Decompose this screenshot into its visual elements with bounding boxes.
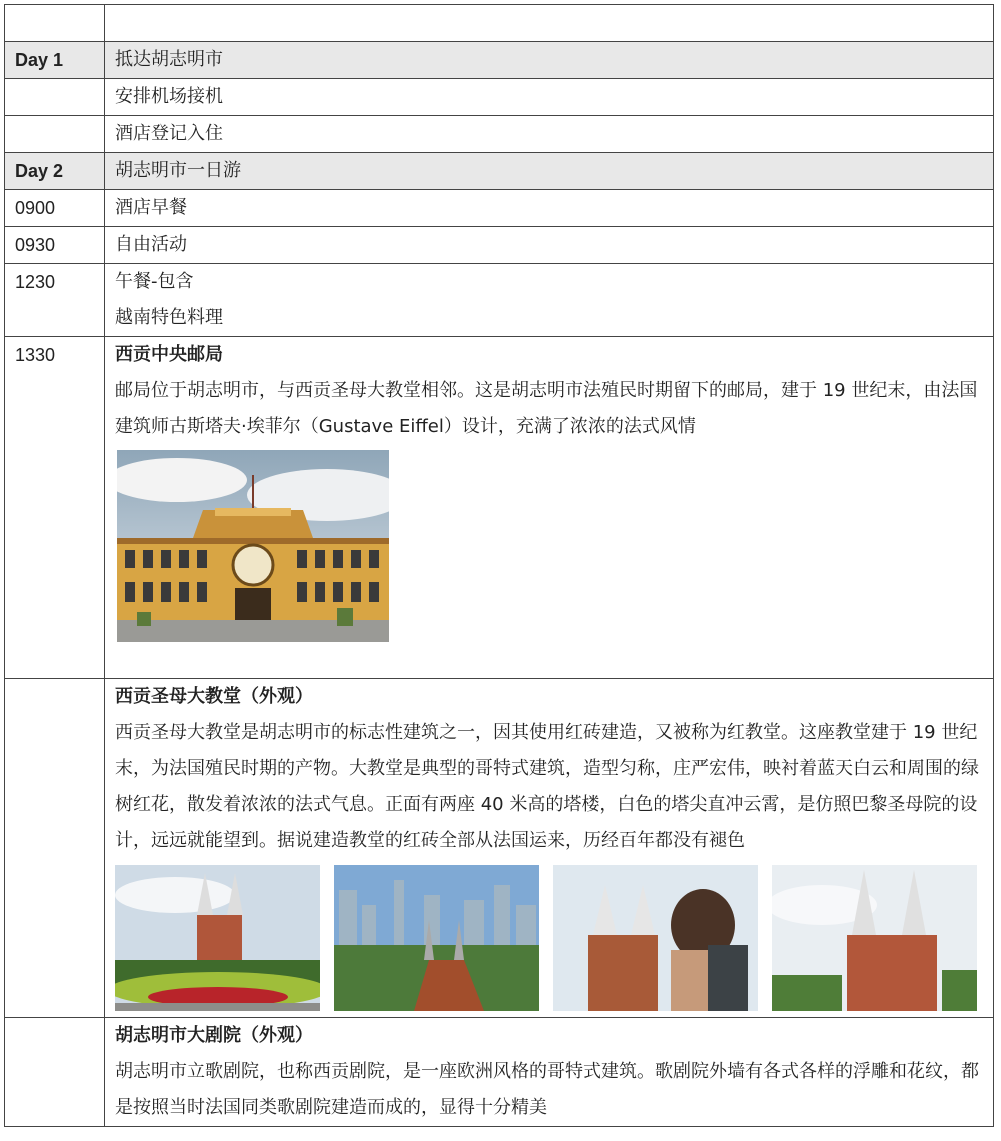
table-row	[5, 679, 994, 1018]
day-title: 胡志明市一日游	[105, 153, 994, 190]
activity-text: 安排机场接机	[105, 79, 994, 116]
time-cell: 0900	[5, 190, 105, 227]
time-cell: 1330	[5, 337, 105, 679]
cathedral-photo	[334, 865, 539, 1011]
attraction-title: 胡志明市大剧院（外观）	[115, 1025, 313, 1046]
table-row	[5, 227, 994, 264]
cathedral-photo	[772, 865, 977, 1011]
cathedral-photo	[115, 865, 320, 1011]
itinerary-table	[4, 4, 994, 1127]
attraction-title: 西贡圣母大教堂（外观）	[115, 686, 313, 707]
day-label: Day 1	[5, 42, 105, 79]
table-row	[5, 264, 994, 337]
attraction-description: 西贡圣母大教堂是胡志明市的标志性建筑之一，因其使用红砖建造，又被称为红教堂。这座教堂建于 19 世纪末，为法国殖民时期的产物。大教堂是典型的哥特式建筑，造型匀称，庄严宏伟，映衬着蓝天白云和周围的绿树红花，散发着浓浓的法式气息。正面有两座 40 米高的塔楼，白色的塔尖直冲云霄，是仿照巴黎圣母院的设计，远远就能望到。据说建造教堂的红砖全部从法国运来，历经百年都没有褪色	[115, 722, 979, 851]
attraction-description: 胡志明市立歌剧院，也称西贡剧院，是一座欧洲风格的哥特式建筑。歌剧院外墙有各式各样的浮雕和花纹，都是按照当时法国同类歌剧院建造而成的，显得十分精美	[115, 1061, 979, 1118]
empty-cell	[105, 5, 994, 42]
activity-text: 越南特色料理	[115, 307, 223, 328]
activity-text: 酒店早餐	[105, 190, 994, 227]
activity-text: 午餐-包含	[115, 271, 194, 292]
time-cell: 0930	[5, 227, 105, 264]
day-row	[5, 42, 994, 79]
day-label: Day 2	[5, 153, 105, 190]
table-row	[5, 116, 994, 153]
day-row	[5, 153, 994, 190]
post-office-photo	[117, 450, 389, 642]
table-row	[5, 79, 994, 116]
cathedral-photo	[553, 865, 758, 1011]
activity-text: 自由活动	[105, 227, 994, 264]
day-title: 抵达胡志明市	[105, 42, 994, 79]
activity-text: 酒店登记入住	[105, 116, 994, 153]
attraction-title: 西贡中央邮局	[115, 344, 223, 365]
attraction-description: 邮局位于胡志明市，与西贡圣母大教堂相邻。这是胡志明市法殖民时期留下的邮局，建于 19 世纪末，由法国建筑师古斯塔夫·埃菲尔（Gustave Eiffel）设计，充满了浓浓的法式风情	[115, 380, 978, 437]
table-row	[5, 1018, 994, 1127]
time-cell: 1230	[5, 264, 105, 337]
table-row	[5, 190, 994, 227]
empty-cell	[5, 5, 105, 42]
empty-row	[5, 5, 994, 42]
table-row	[5, 337, 994, 679]
